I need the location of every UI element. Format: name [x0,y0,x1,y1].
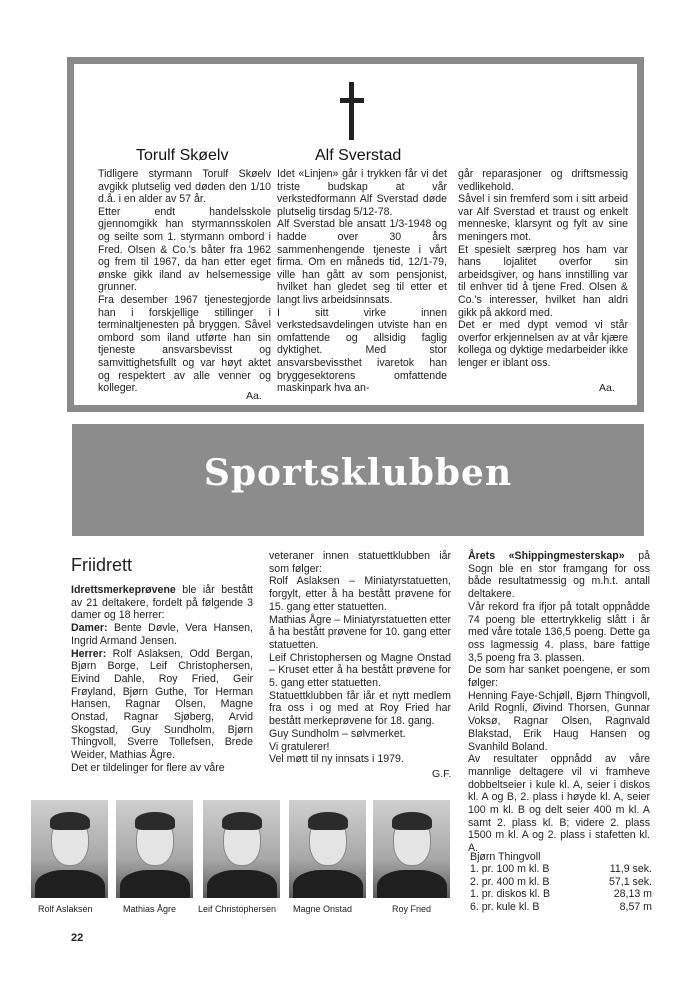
sportsklubben-banner [72,424,644,536]
photo-caption: Roy Fried [392,904,432,914]
portrait-photo [289,800,366,898]
text: ble iår bestått av 21 deltakere, fordelt på følgende 3 damer og 18 herrer: [71,584,253,622]
portrait-photo [116,800,193,898]
paragraph: Det er med dypt vemod vi står overfor erkjennelsen av at vår kjære kollega og dyktige medarbeider ikke lenger er iblant oss. [458,319,628,369]
results-table [470,851,652,913]
signature: Aa. [246,390,262,402]
result-value: 11,9 sek. [609,863,652,876]
paragraph: Etter endt handelsskole gjennomgikk han styrmannsskolen og seilte som 1. styrmann ombord i Fred. Olsen & Co.'s båter fra 1962 og frem til 1967, da han etter eget ønske gikk iland av helsemessige grunner. [98,205,271,294]
sport-column-2 [269,550,451,766]
paragraph [468,550,650,601]
paragraph: Statuettklubben får iår et nytt medlem fra oss i og med at Roy Fried har bestått merkeprøvene for 18. gang. [269,689,451,728]
result-value: 28,13 m [613,888,652,901]
text: på Sogn ble en stor framgang for oss både resultatmessig og m.h.t. antall deltakere. [468,550,650,601]
text: Rolf Aslaksen, Odd Bergan, Bjørn Borge, Leif Christophersen, Eivind Dahle, Roy Fried, Geir Frøyland, Bjørn Guthe, Tor Herman Hansen, Ragnar Olsen, Magne Onstad, Ragnar Sjøberg, Arvid Skogstad, Guy Sundholm, Bjørn Thingvoll, Sverre Tollefsen, Brede Weider, Mathias Ågre. [71,647,253,762]
text: Bente Døvle, Vera Hansen, Ingrid Armand Jensen. [71,622,253,647]
paragraph: Alf Sverstad ble ansatt 1/3-1948 og hadde over 30 års sammenhengende tjeneste i vårt firma. Om en måneds tid, 12/1-79, ville han gått av som pensjonist, hvilket han gledet seg til etter et langt livs arbeidsinnsats. [277,218,447,306]
photo-caption: Rolf Aslaksen [38,904,93,914]
banner-title: Sportsklubben [203,452,513,494]
sport-column-3 [468,550,650,855]
obituary-text-skoelv [98,168,271,395]
obituary-box [67,57,644,412]
paragraph: I sitt virke innen verkstedsavdelingen utviste han en omfattende og allsidig faglig dyktighet. Med stor ansvarsbevissthet ivaretok han bryggesektorens omfattende maskinpark hva an- [277,306,447,395]
paragraph: Av resultater oppnådd av våre mannlige deltagere vil vi framheve dobbeltseier i kule kl. A, seier i diskos kl. A og B, 2. plass i høyde kl. A, seier 100 m kl. B og delt seier 400 m kl. A samt 2. plass kl. B; videre 2. plass 1500 m kl. A og 2. plass i stafetten kl. A. [468,753,650,855]
paragraph: Guy Sundholm – sølvmerket. [269,727,406,740]
result-row [470,901,652,913]
portrait-photo [31,800,108,898]
paragraph: går reparasjoner og driftsmessig vedlikehold. [458,168,628,193]
label-damer: Damer: [71,622,108,635]
sport-column-1 [71,584,253,775]
paragraph: Mathias Ågre – Miniatyrstatuetten etter å ha bestått prøvene for 10. gang etter statuetten. [269,613,451,651]
obituary-text-sverstad-col2 [458,168,628,370]
section-title: Friidrett [71,555,133,575]
result-value: 57,1 sek. [609,875,652,888]
paragraph: Såvel i sin fremferd som i sitt arbeid var Alf Sverstad et traust og enkelt menneske, klarsynt og fylt av sine meningers mot. [458,193,628,243]
paragraph: Rolf Aslaksen – Miniatyrstatuetten, forgylt, etter å ha bestått prøvene for 15. gang etter statuetten. [269,575,451,613]
photo-caption: Magne Onstad [293,904,353,914]
obituary-name-sverstad: Alf Sverstad [315,147,402,164]
result-event: 1. pr. diskos kl. B [470,888,551,901]
result-value: 8,57 m [619,900,652,913]
bold-lead: Årets «Shippingmesterskap» [468,550,625,562]
paragraph [71,648,253,762]
obituary-box-inner [74,64,637,405]
signature: Aa. [599,382,615,394]
portrait-photo [203,800,280,898]
bold-lead: Idrettsmerkeprøvene [71,584,176,596]
page-number: 22 [71,932,84,944]
obituary-text-sverstad-col1 [277,168,447,395]
results-name: Bjørn Thingvoll [470,851,541,863]
paragraph: Fra desember 1967 tjenestegjorde han i forskjellige stillinger i terminaltjenesten på bryggen. Såvel ombord som iland utførte han sin tjeneste ansvarsbevisst og samvittighetsfullt og var høyt aktet og respektert av alle venner og kolleger. [98,293,271,395]
paragraph: Det er tildelinger for flere av våre [71,761,225,774]
result-event: 6. pr. kule kl. B [470,900,540,913]
paragraph: Idet «Linjen» går i trykken får vi det triste budskap at vår verkstedformann Alf Sverstad døde plutselig tirsdag 5/12-78. [277,168,447,218]
paragraph [71,584,253,622]
result-row [470,863,652,875]
paragraph: De som har sanket poengene, er som følger: [468,664,650,690]
photo-caption: Leif Christophersen [198,904,277,914]
obituary-name-skoelv: Torulf Skøelv [136,147,229,164]
paragraph [269,753,451,766]
paragraph: Leif Christophersen og Magne Onstad – Kruset etter å ha bestått prøvene for 5. gang etter statuetten. [269,651,451,690]
text: Vel møtt til ny innsats i 1979. [269,753,404,766]
cross-icon [340,82,364,140]
result-event: 2. pr. 400 m kl. B [470,875,550,888]
paragraph: Tidligere styrmann Torulf Skøelv avgikk plutselig ved døden den 1/10 d.å. i en alder av 57 år. [98,168,271,206]
paragraph: veteraner innen statuettklubben iår som følger: [269,550,451,575]
result-event: 1. pr. 100 m kl. B [470,863,550,876]
label-herrer: Herrer: [71,647,107,660]
paragraph: Vår rekord fra ifjor på totalt oppnådde 74 poeng ble ettertrykkelig slått i år med våre totale 136,5 poeng. Dette ga oss lagmessig 4. plass, bare fattige 3,5 poeng fra 3. plassen. [468,600,650,664]
signature: G.F. [432,768,452,780]
portrait-photo [373,800,450,898]
result-row [470,876,652,888]
paragraph: Henning Faye-Schjøll, Bjørn Thingvoll, Arild Rognli, Øivind Thorsen, Gunnar Voksø, Ragnar Olsen, Ragnvald Blakstad, Erik Haug Hansen og Svanhild Boland. [468,689,650,753]
paragraph: Et spesielt særpreg hos ham var hans lojalitet overfor sin arbeidsgiver, og hans innstilling var til enhver tid å tjene Fred. Olsen & Co.'s interesser, hvilket han aldri gikk på akkord med. [458,243,628,319]
paragraph: Vi gratulerer! [269,740,330,753]
paragraph [71,622,253,647]
result-row [470,888,652,900]
photo-caption: Mathias Ågre [123,904,177,914]
